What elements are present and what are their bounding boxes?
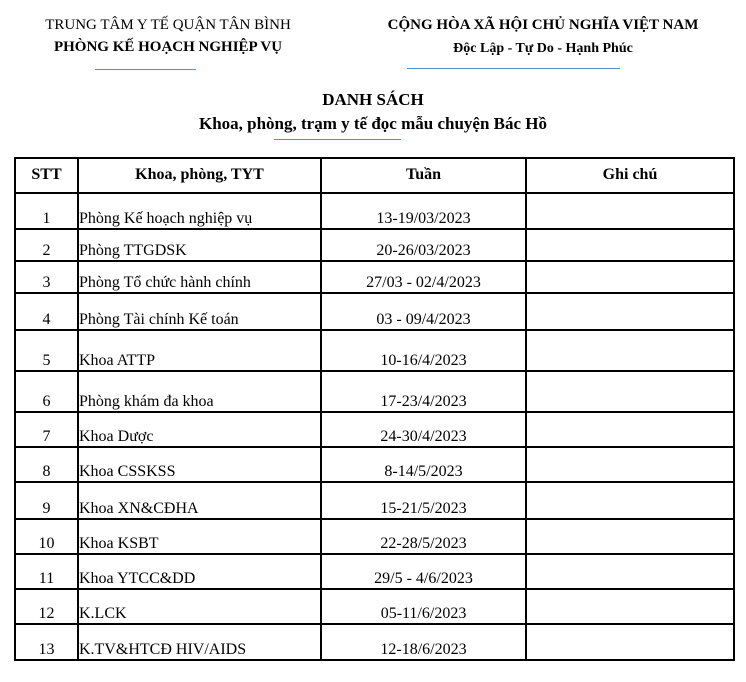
week-range: 8-14/5/2023 xyxy=(321,447,526,482)
week-range: 24-30/4/2023 xyxy=(321,412,526,447)
row-number: 6 xyxy=(15,371,78,412)
unit-name: Phòng khám đa khoa xyxy=(78,371,321,412)
note-cell xyxy=(526,412,734,447)
table-row xyxy=(15,261,734,293)
table-row xyxy=(15,554,734,589)
unit-name: Phòng Tài chính Kế toán xyxy=(78,293,321,330)
unit-name: Phòng TTGDSK xyxy=(78,229,321,261)
note-cell xyxy=(526,330,734,371)
note-cell xyxy=(526,371,734,412)
week-range: 17-23/4/2023 xyxy=(321,371,526,412)
table-header-row xyxy=(15,158,734,193)
table-row xyxy=(15,624,734,660)
note-cell xyxy=(526,293,734,330)
week-range: 22-28/5/2023 xyxy=(321,519,526,554)
row-number: 8 xyxy=(15,447,78,482)
week-range: 12-18/6/2023 xyxy=(321,624,526,660)
document-title: DANH SÁCH xyxy=(322,90,424,109)
unit-name: Khoa Dược xyxy=(78,412,321,447)
week-range: 13-19/03/2023 xyxy=(321,193,526,229)
column-header-week: Tuần xyxy=(321,158,526,193)
week-range: 03 - 09/4/2023 xyxy=(321,293,526,330)
row-number: 2 xyxy=(15,229,78,261)
row-number: 7 xyxy=(15,412,78,447)
column-header-stt: STT xyxy=(15,158,78,193)
national-motto: Độc Lập - Tự Do - Hạnh Phúc xyxy=(453,41,633,56)
row-number: 9 xyxy=(15,482,78,519)
unit-name: Khoa YTCC&DD xyxy=(78,554,321,589)
organization-name: TRUNG TÂM Y TẾ QUẬN TÂN BÌNH xyxy=(45,17,291,33)
table-row xyxy=(15,193,734,229)
unit-name: Phòng Kế hoạch nghiệp vụ xyxy=(78,193,321,229)
week-range: 15-21/5/2023 xyxy=(321,482,526,519)
row-number: 13 xyxy=(15,624,78,660)
schedule-table xyxy=(14,157,735,661)
national-title: CỘNG HÒA XÃ HỘI CHỦ NGHĨA VIỆT NAM xyxy=(387,17,699,33)
department-name: PHÒNG KẾ HOẠCH NGHIỆP VỤ xyxy=(53,39,283,55)
motto-underline xyxy=(407,68,620,69)
note-cell xyxy=(526,554,734,589)
column-header-note: Ghi chú xyxy=(526,158,734,193)
unit-name: K.TV&HTCĐ HIV/AIDS xyxy=(78,624,321,660)
unit-name: Khoa KSBT xyxy=(78,519,321,554)
note-cell xyxy=(526,482,734,519)
table-row xyxy=(15,330,734,371)
week-range: 05-11/6/2023 xyxy=(321,589,526,624)
document-subtitle: Khoa, phòng, trạm y tế đọc mẫu chuyện Bác Hồ xyxy=(198,114,548,133)
row-number: 11 xyxy=(15,554,78,589)
week-range: 29/5 - 4/6/2023 xyxy=(321,554,526,589)
table-row xyxy=(15,293,734,330)
week-range: 20-26/03/2023 xyxy=(321,229,526,261)
note-cell xyxy=(526,447,734,482)
column-header-unit: Khoa, phòng, TYT xyxy=(78,158,321,193)
table-row xyxy=(15,589,734,624)
department-underline xyxy=(95,69,196,70)
note-cell xyxy=(526,624,734,660)
row-number: 3 xyxy=(15,261,78,293)
subtitle-underline xyxy=(274,139,401,140)
week-range: 27/03 - 02/4/2023 xyxy=(321,261,526,293)
table-row xyxy=(15,482,734,519)
row-number: 1 xyxy=(15,193,78,229)
table-row xyxy=(15,229,734,261)
note-cell xyxy=(526,193,734,229)
unit-name: Khoa CSSKSS xyxy=(78,447,321,482)
unit-name: Khoa XN&CĐHA xyxy=(78,482,321,519)
unit-name: K.LCK xyxy=(78,589,321,624)
table-row xyxy=(15,371,734,412)
table-row xyxy=(15,412,734,447)
row-number: 12 xyxy=(15,589,78,624)
unit-name: Khoa ATTP xyxy=(78,330,321,371)
note-cell xyxy=(526,229,734,261)
note-cell xyxy=(526,589,734,624)
note-cell xyxy=(526,261,734,293)
note-cell xyxy=(526,519,734,554)
row-number: 4 xyxy=(15,293,78,330)
row-number: 10 xyxy=(15,519,78,554)
unit-name: Phòng Tổ chức hành chính xyxy=(78,261,321,293)
table-row xyxy=(15,447,734,482)
row-number: 5 xyxy=(15,330,78,371)
table-row xyxy=(15,519,734,554)
week-range: 10-16/4/2023 xyxy=(321,330,526,371)
